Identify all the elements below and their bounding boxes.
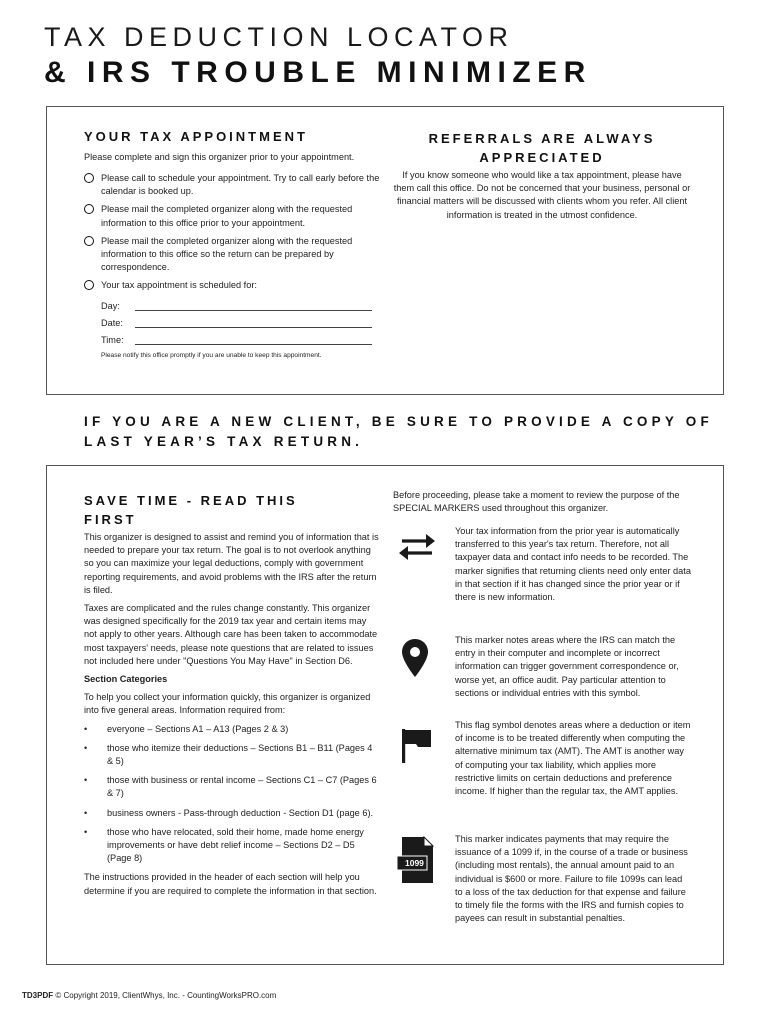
list-item-text: those who have relocated, sold their home, made home energy improvements or have debt relief income – Sections D2 – D5 (Page 8) [107, 826, 364, 864]
bullet: • [84, 775, 88, 786]
footer-code: TD3PDF [22, 991, 54, 1000]
save-time-body [84, 531, 380, 898]
list-item [84, 826, 380, 866]
marker-1099-text: This marker indicates payments that may require the issuance of a 1099 if, in the course of a trade or business (including most rentals), the annual amount paid to an individual is $600 or more. Failure to file 1099s can lead to a loss of the tax deduction for that expense and failure to timely file the forms with the IRS and furnish copies to payees can result in substantial penalties. [455, 834, 688, 924]
list-item [84, 807, 380, 820]
section-categories-list [84, 723, 380, 866]
day-line[interactable] [135, 300, 372, 311]
page-title-line2: & IRS TROUBLE MINIMIZER [44, 56, 592, 89]
radio-scheduled[interactable] [84, 280, 94, 290]
appointment-options [84, 172, 380, 293]
bullet: • [84, 807, 88, 818]
map-pin-icon [401, 638, 429, 683]
marker-flag-text: This flag symbol denotes areas where a deduction or item of income is to be treated differently when computing the alternative minimum tax (AMT). The AMT is another way of computing your tax liability, which applies more restrictive limits on certain deductions and preference income. If higher than the regular tax, the AMT applies. [455, 720, 691, 797]
option-call [84, 172, 380, 198]
bullet: • [84, 742, 88, 753]
radio-call[interactable] [84, 173, 94, 183]
marker-transfer-text: Your tax information from the prior year is automatically transferred to this year's tax return. Therefore, not all taxpayer data and contact info needs to be recorded. The marker signifies that returning clients need only enter data in that section if it has changed since the prior year or if there is new information. [455, 526, 691, 603]
list-item-text: business owners - Pass-through deduction - Section D1 (page 6). [107, 807, 374, 818]
option-mail-prior [84, 203, 380, 229]
form-1099-label: 1099 [405, 858, 424, 868]
new-client-banner [84, 412, 713, 452]
radio-mail-correspondence[interactable] [84, 236, 94, 246]
banner-line2: LAST YEAR’S TAX RETURN. [84, 434, 364, 449]
footer-copyright: © Copyright 2019, ClientWhys, Inc. - CountingWorksPRO.com [55, 991, 277, 1000]
date-label: Date: [101, 318, 123, 328]
option-call-label: Please call to schedule your appointment. Try to call early before the calendar is booked up. [101, 173, 380, 197]
save-time-para1: This organizer is designed to assist and remind you of information that is needed to prepare your tax return. The goal is to not overlook anything so you can maximize your legal deductions, comply with government reporting requirements, and avoid problems with the IRS after the return is filed. [84, 532, 379, 595]
save-time-para2: Taxes are complicated and the rules change constantly. This organizer was designed specifically for the 2019 tax year and certain items may not apply to other years. Although care has been taken to accommodate most taxpayers' needs, please note questions that are related to issues not included here under "Questions You May Have" in Section D6. [84, 603, 378, 666]
appointment-note: Please notify this office promptly if you are unable to keep this appointment. [101, 352, 322, 359]
day-label: Day: [101, 301, 120, 311]
save-time-heading [84, 491, 298, 529]
flag-icon [400, 727, 434, 770]
time-line[interactable] [135, 334, 372, 345]
referrals-heading [392, 129, 692, 167]
banner-line1: IF YOU ARE A NEW CLIENT, BE SURE TO PROVIDE A COPY OF [84, 414, 713, 429]
form-1099-icon [396, 836, 434, 884]
option-scheduled [84, 279, 380, 292]
date-line[interactable] [135, 317, 372, 328]
bullet: • [84, 723, 88, 734]
page-title-line1: TAX DEDUCTION LOCATOR [44, 22, 514, 52]
referrals-body: If you know someone who would like a tax appointment, please have them call this office. Do not be concerned that your business, personal or financial matters will be discussed with clients whom you refer. All client information is treated in the utmost confidence. [393, 170, 691, 220]
marker-pin-text: This marker notes areas where the IRS can match the entry in their computer and incomplete or incorrect information can trigger government correspondence or, worse yet, an office audit. Pay particular attention to sections or individual entries with this symbol. [455, 635, 679, 698]
time-field[interactable] [101, 328, 372, 345]
list-item [84, 742, 380, 768]
footer [22, 991, 276, 1000]
list-item [84, 774, 380, 800]
markers-intro: Before proceeding, please take a moment to review the purpose of the SPECIAL MARKERS used throughout this organizer. [393, 490, 680, 514]
date-field[interactable] [101, 311, 372, 328]
section-categories-heading: Section Categories [84, 674, 168, 685]
list-item-text: everyone – Sections A1 – A13 (Pages 2 & 3) [107, 723, 289, 734]
save-time-closing: The instructions provided in the header of each section will help you determine if you are required to complete the information in that section. [84, 872, 377, 896]
option-mail-correspondence-label: Please mail the completed organizer along with the requested information to this office so the return can be prepared by correspondence. [101, 235, 353, 273]
day-field[interactable] [101, 294, 372, 311]
transfer-arrows-icon [398, 532, 436, 567]
referrals-heading-line2: APPRECIATED [479, 150, 605, 165]
bullet: • [84, 826, 88, 837]
referrals-heading-line1: REFERRALS ARE ALWAYS [428, 131, 656, 146]
list-item [84, 723, 380, 736]
appointment-fields [101, 294, 372, 345]
time-label: Time: [101, 335, 124, 345]
section-categories-intro: To help you collect your information quickly, this organizer is organized into five general areas. Information required from: [84, 692, 371, 716]
appointment-intro: Please complete and sign this organizer prior to your appointment. [84, 152, 355, 162]
option-mail-correspondence [84, 235, 380, 275]
save-time-heading-line1: SAVE TIME - READ THIS [84, 493, 298, 508]
option-scheduled-label: Your tax appointment is scheduled for: [101, 280, 257, 291]
option-mail-prior-label: Please mail the completed organizer along with the requested information to this office prior to your appointment. [101, 204, 353, 228]
radio-mail-prior[interactable] [84, 204, 94, 214]
list-item-text: those who itemize their deductions – Sections B1 – B11 (Pages 4 & 5) [107, 742, 373, 767]
list-item-text: those with business or rental income – Sections C1 – C7 (Pages 6 & 7) [107, 775, 377, 799]
save-time-heading-line2: FIRST [84, 512, 137, 527]
appointment-heading: YOUR TAX APPOINTMENT [84, 129, 308, 144]
